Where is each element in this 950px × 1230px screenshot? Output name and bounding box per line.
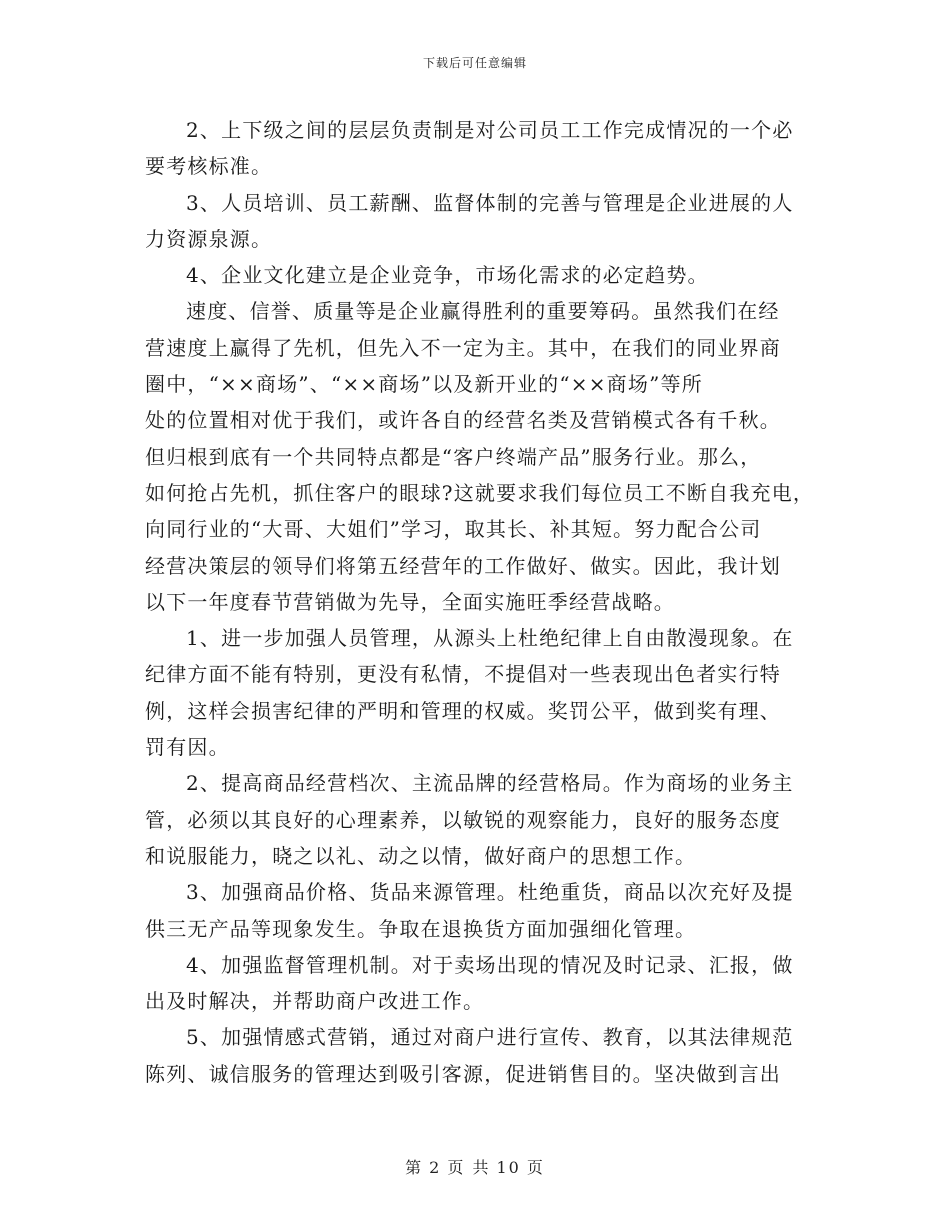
- footer-middle: 页 共: [447, 1158, 491, 1177]
- text-line: 但归根到底有一个共同特点都是“客户终端产品”服务行业。那么，: [145, 444, 762, 469]
- text-line: 2、提高商品经营档次、主流品牌的经营格局。作为商场的业务主: [186, 771, 794, 796]
- text-line: 管，必须以其良好的心理素养，以敏锐的观察能力，良好的服务态度: [145, 807, 781, 832]
- document-body: [145, 112, 815, 1092]
- page-header: 下载后可任意编辑: [422, 56, 527, 70]
- text-line: 和说服能力，晓之以礼、动之以情，做好商户的思想工作。: [145, 843, 697, 868]
- text-line: 营速度上赢得了先机，但先入不一定为主。其中，在我们的同业界商: [145, 335, 781, 360]
- text-line: 例，这样会损害纪律的严明和管理的权威。奖罚公平，做到奖有理、: [145, 698, 781, 723]
- text-line: 供三无产品等现象发生。争取在退换货方面加强细化管理。: [145, 916, 697, 941]
- text-line: 1、进一步加强人员管理，从源头上杜绝纪律上自由散漫现象。在: [186, 626, 794, 651]
- text-line: 如何抢占先机，抓住客户的眼球?这就要求我们每位员工不断自我充电，: [145, 480, 815, 505]
- text-line: 纪律方面不能有特别，更没有私情，不提倡对一些表现出色者实行特: [145, 662, 781, 687]
- footer-prefix: 第: [405, 1158, 424, 1177]
- footer-suffix: 页: [526, 1158, 545, 1177]
- text-line: 4、加强监督管理机制。对于卖场出现的情况及时记录、汇报，做: [186, 952, 794, 977]
- text-line: 经营决策层的领导们将第五经营年的工作做好、做实。因此，我计划: [145, 553, 781, 578]
- text-line: 要考核标准。: [145, 154, 273, 179]
- text-line: 力资源泉源。: [145, 226, 273, 251]
- text-line: 4、企业文化建立是企业竞争，市场化需求的必定趋势。: [186, 263, 709, 288]
- text-line: 速度、信誉、质量等是企业赢得胜利的重要筹码。虽然我们在经: [186, 299, 780, 324]
- footer-total-pages: 10: [496, 1158, 521, 1177]
- text-line: 以下一年度春节营销做为先导，全面实施旺季经营战略。: [145, 589, 675, 614]
- text-line: 处的位置相对优于我们，或许各自的经营名类及营销模式各有千秋。: [145, 408, 781, 433]
- text-line: 3、加强商品价格、货品来源管理。杜绝重货，商品以次充好及提: [186, 880, 794, 905]
- text-line: 向同行业的“大哥、大姐们”学习，取其长、补其短。努力配合公司: [145, 517, 762, 542]
- text-line: 出及时解决，并帮助商户改进工作。: [145, 989, 485, 1014]
- text-line: 5、加强情感式营销，通过对商户进行宣传、教育，以其法律规范: [186, 1025, 794, 1050]
- footer-page-number: 2: [429, 1158, 442, 1177]
- text-line: 2、上下级之间的层层负责制是对公司员工工作完成情况的一个必: [186, 118, 794, 142]
- text-line: 陈列、诚信服务的管理达到吸引客源，促进销售目的。坚决做到言出: [145, 1061, 781, 1086]
- text-line: 3、人员培训、员工薪酬、监督体制的完善与管理是企业进展的人: [186, 190, 794, 215]
- text-line: 圈中，“××商场”、“××商场”以及新开业的“××商场”等所: [145, 372, 703, 397]
- text-line: 罚有因。: [145, 735, 230, 760]
- page-footer: [0, 1155, 950, 1178]
